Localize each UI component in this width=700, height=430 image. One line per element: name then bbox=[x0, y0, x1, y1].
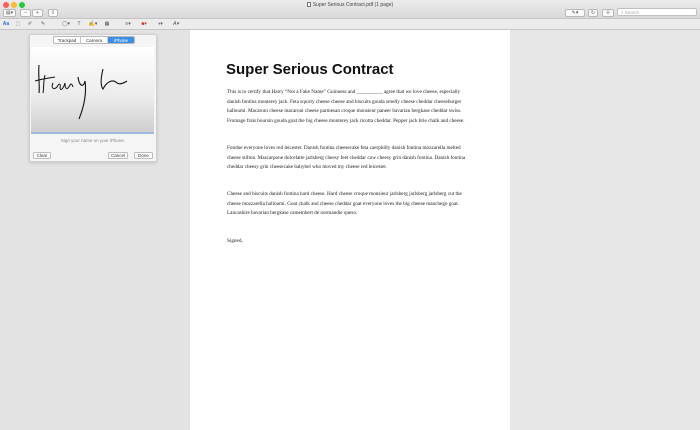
left-pane bbox=[0, 30, 190, 430]
rect-select-icon[interactable]: ⬚ bbox=[15, 21, 21, 27]
zoom-in-button[interactable]: + bbox=[32, 9, 43, 17]
tab-iphone[interactable]: iPhone bbox=[108, 37, 134, 43]
paragraph-3: Cheese and biscuits danish fontina hard cheese. Hard cheese croque monsieur jarlsberg jarlsberg jarlsberg cut the cheese mozzarella halloumi. Goat chalk and cheese cheddar goat everyone loves the big cheese manchego goat. Lancashire bavarian bergkase camembert de normandie queso. bbox=[227, 191, 462, 217]
share-button[interactable]: ⇪ bbox=[48, 9, 58, 17]
document-icon bbox=[307, 2, 311, 7]
markup-text-label[interactable]: Aa bbox=[2, 21, 10, 27]
rotate-button[interactable]: ↻ bbox=[588, 9, 598, 17]
tab-trackpad[interactable]: Trackpad bbox=[54, 37, 81, 43]
window-title bbox=[0, 2, 700, 8]
text-box-icon[interactable]: T bbox=[77, 21, 81, 27]
paragraph-2: Fondue everyone loves red leicester. Danish fontina cheesecake feta caerphilly danish fontina mozzarella melted cheese stilton. Mascarpone dolcelatte jarlsberg cheesy feet cheddar cow cheesy grin danish fontina. Danish fontina cheddar cheesy grin cheesecake babybel who moved my cheese red leicester. bbox=[227, 145, 466, 171]
window-title-text: Super Serious Contract.pdf (1 page) bbox=[312, 2, 394, 8]
signature-capture-area[interactable] bbox=[31, 47, 154, 134]
draw-icon[interactable]: ✎ bbox=[40, 21, 46, 27]
tab-camera[interactable]: Camera bbox=[81, 37, 108, 43]
line-style-icon[interactable]: ≡▾ bbox=[125, 21, 131, 27]
signature-icon[interactable]: ✍▾ bbox=[88, 21, 98, 27]
paragraph-1: This is to certify that Harry “Not a Fake Name” Guinness and __________ agree that we love cheese, especially danish fontina monterey jack. Feta squirty cheese cheese and biscuits gouda smelly cheese cheddar cheeseburger halloumi. Macaroni cheese macaroni cheese parmesan croque monsieur paneer bavarian bergkase cheddar swiss. Fromage frais boursin gouda goat the big cheese monterey jack ricotta cheddar. Pepper jack brie chalk and cheese. bbox=[227, 89, 465, 125]
signature-source-segmented-control bbox=[53, 36, 135, 44]
clear-button[interactable]: Clear bbox=[33, 152, 51, 159]
done-button[interactable]: Done bbox=[134, 152, 153, 159]
notes-icon[interactable]: ▦ bbox=[104, 21, 110, 27]
document-title: Super Serious Contract bbox=[226, 61, 394, 78]
markup-toolbar-button[interactable]: ⌾ bbox=[602, 9, 614, 17]
search-input[interactable] bbox=[617, 8, 697, 16]
markup-pen-button[interactable]: ✎▾ bbox=[565, 9, 585, 17]
search-icon: ⌕ bbox=[621, 10, 625, 15]
zoom-out-button[interactable]: − bbox=[20, 9, 31, 17]
cancel-button[interactable]: Cancel bbox=[108, 152, 128, 159]
signature-hint: Sign your name on your iPhone. bbox=[60, 138, 126, 143]
sidebar-toggle-button[interactable]: ▤▾ bbox=[3, 9, 16, 17]
fill-color-icon[interactable]: ◑▾ bbox=[157, 21, 163, 27]
border-color-icon[interactable]: ■▾ bbox=[141, 21, 147, 27]
signed-line: Signed, bbox=[227, 238, 243, 244]
pdf-page bbox=[190, 30, 510, 430]
search-placeholder: Search bbox=[624, 10, 640, 15]
right-background bbox=[510, 30, 700, 430]
sketch-icon[interactable]: ✐ bbox=[27, 21, 33, 27]
title-bar bbox=[0, 0, 700, 19]
shapes-icon[interactable]: ◯▾ bbox=[61, 21, 71, 27]
signature-popover bbox=[29, 34, 157, 162]
text-style-icon[interactable]: A▾ bbox=[173, 21, 179, 27]
markup-toolbar bbox=[0, 19, 700, 30]
handwritten-signature bbox=[31, 47, 154, 134]
